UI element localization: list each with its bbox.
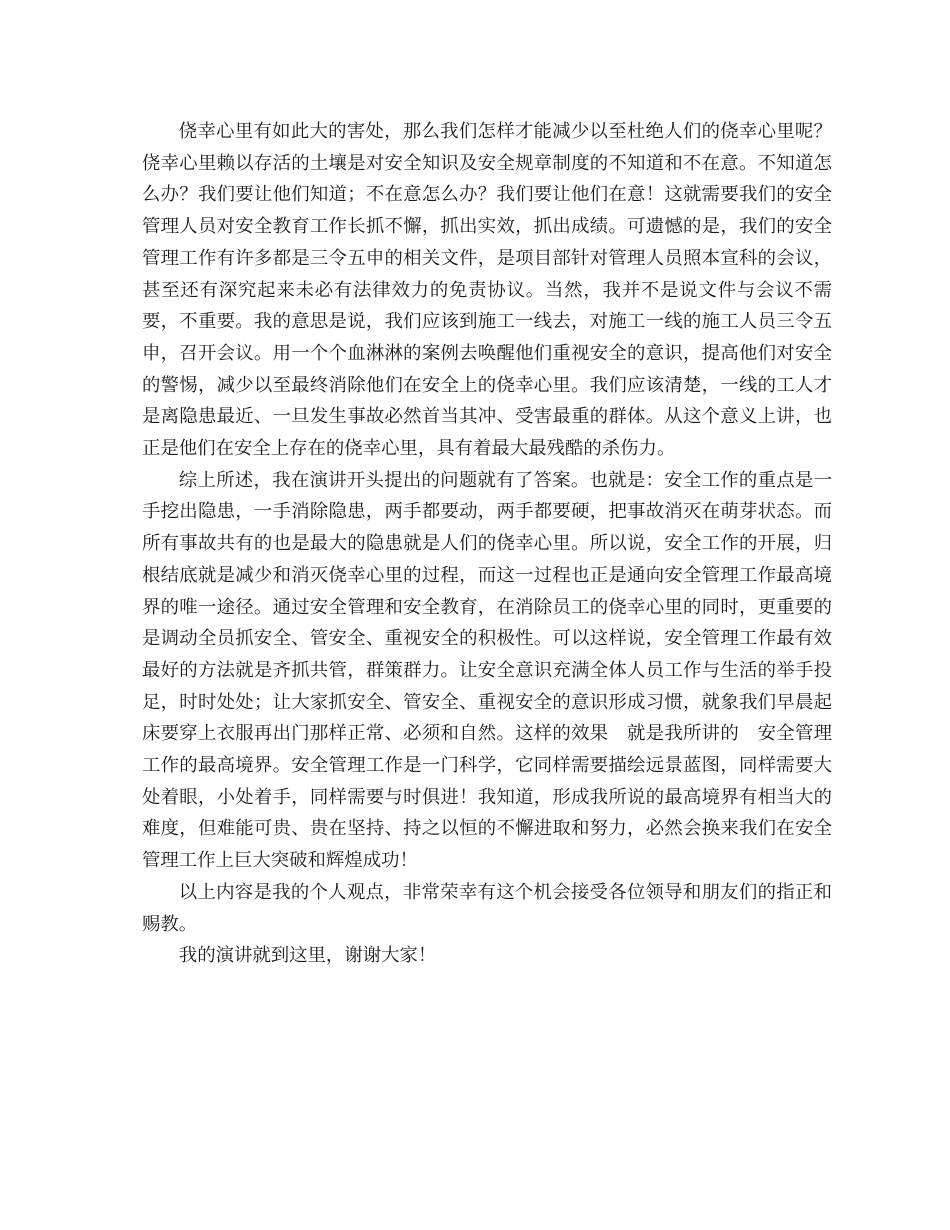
paragraph-1: 侥幸心里有如此大的害处，那么我们怎样才能减少以至杜绝人们的侥幸心里呢？侥幸心里赖以存活的土壤是对安全知识及安全规章制度的不知道和不在意。不知道怎么办？我们要让他们知道；不在意怎么办？我们要让他们在意！这就需要我们的安全管理人员对安全教育工作长抓不懈，抓出实效，抓出成绩。可遗憾的是，我们的安全管理工作有许多都是三令五申的相关文件，是项目部针对管理人员照本宣科的会议，甚至还有深究起来未必有法律效力的免责协议。当然，我并不是说文件与会议不需要，不重要。我的意思是说，我们应该到施工一线去，对施工一线的施工人员三令五申，召开会议。用一个个血淋淋的案例去唤醒他们重视安全的意识，提高他们对安全的警惕，减少以至最终消除他们在安全上的侥幸心里。我们应该清楚，一线的工人才是离隐患最近、一旦发生事故必然首当其冲、受害最重的群体。从这个意义上讲，也正是他们在安全上存在的侥幸心里，具有着最大最残酷的杀伤力。 [142,121,832,460]
paragraph-3: 以上内容是我的个人观点，非常荣幸有这个机会接受各位领导和朋友们的指正和赐教。 [142,881,832,935]
paragraph-4: 我的演讲就到这里，谢谢大家！ [178,945,437,967]
document-body [142,116,832,972]
paragraph-2: 综上所述，我在演讲开头提出的问题就有了答案。也就是：安全工作的重点是一手挖出隐患，一手消除隐患，两手都要动，两手都要硬，把事故消灭在萌芽状态。而所有事故共有的也是最大的隐患就是人们的侥幸心里。所以说，安全工作的开展，归根结底就是减少和消灭侥幸心里的过程，而这一过程也正是通向安全管理工作最高境界的唯一途径。通过安全管理和安全教育，在消除员工的侥幸心里的同时，更重要的是调动全员抓安全、管安全、重视安全的积极性。可以这样说，安全管理工作最有效最好的方法就是齐抓共管，群策群力。让安全意识充满全体人员工作与生活的举手投足，时时处处；让大家抓安全、管安全、重视安全的意识形成习惯，就象我们早晨起床要穿上衣服再出门那样正常、必须和自然。这样的效果 就是我所讲的 安全管理工作的最高境界。安全管理工作是一门科学，它同样需要描绘远景蓝图，同样需要大处着眼，小处着手，同样需要与时俱进！我知道，形成我所说的最高境界有相当大的难度，但难能可贵、贵在坚持、持之以恒的不懈进取和努力，必然会换来我们在安全管理工作上巨大突破和辉煌成功！ [142,469,832,872]
